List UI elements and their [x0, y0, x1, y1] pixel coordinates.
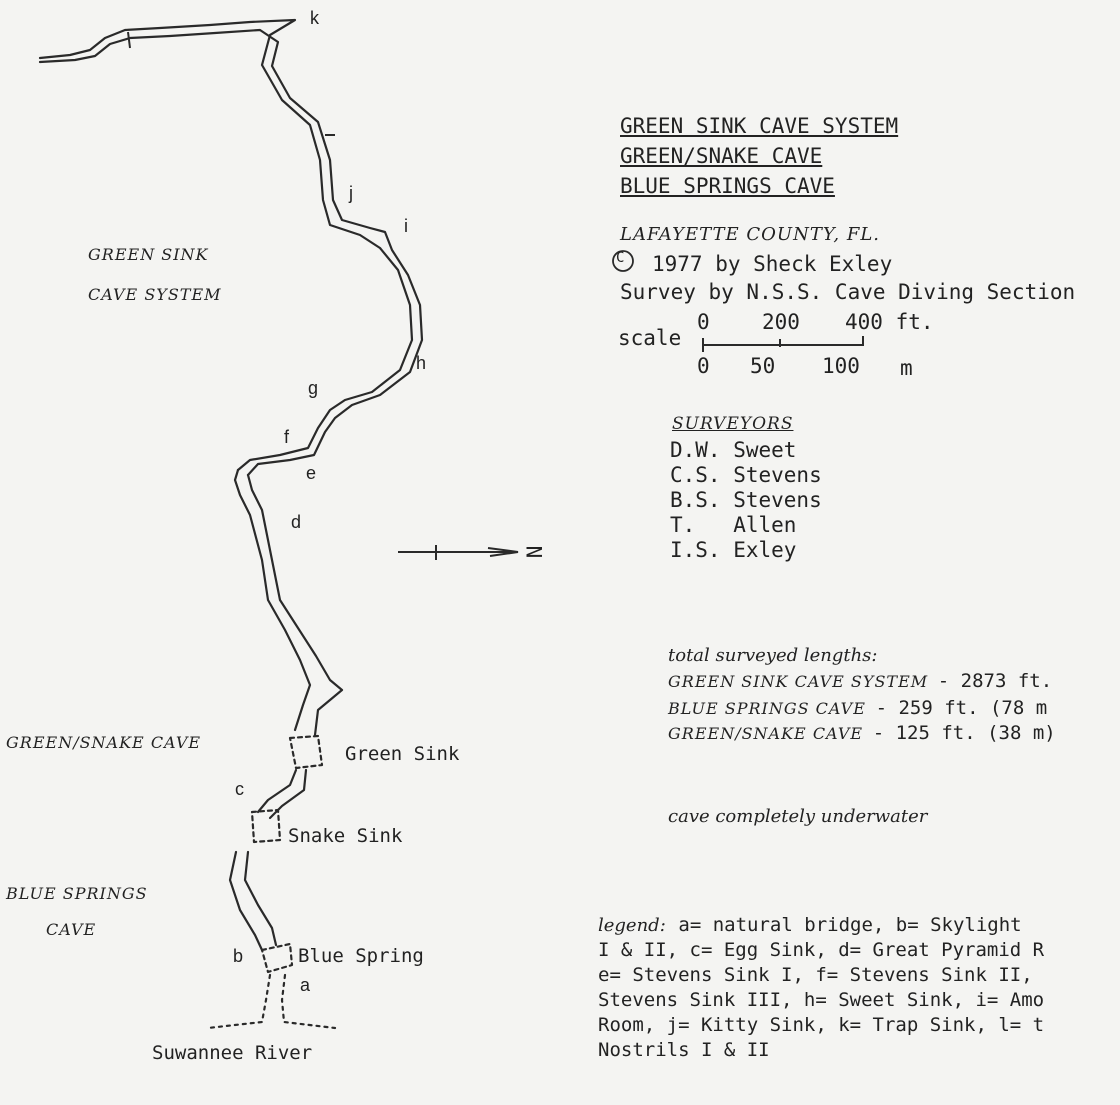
station-d: d: [291, 512, 302, 532]
title-line-2: GREEN/SNAKE CAVE: [620, 144, 823, 168]
passage-blue-springs-east: [245, 852, 276, 945]
surveyors-heading: SURVEYORS: [672, 414, 794, 434]
legend-line: Nostrils I & II: [598, 1039, 770, 1061]
totals-row: [668, 670, 1052, 692]
totals-row-name: GREEN SINK CAVE SYSTEM: [668, 672, 929, 691]
scale-label: scale: [618, 326, 682, 350]
totals-row-name: BLUE SPRINGS CAVE: [668, 699, 866, 718]
station-g: g: [308, 378, 319, 398]
station-e: e: [306, 463, 317, 483]
copyright-symbol: C: [616, 250, 625, 266]
legend-line: a= natural bridge, b= Skylight: [678, 914, 1022, 936]
tick-l: [128, 32, 130, 48]
place-label-blue-spring: Blue Spring: [298, 945, 424, 967]
totals-heading: total surveyed lengths:: [668, 645, 878, 666]
scale-m-tick: 100: [822, 354, 860, 378]
blue-spring-basin: [262, 944, 292, 972]
totals-row: [668, 722, 1056, 744]
surveyor-name: C.S. Stevens: [670, 463, 822, 487]
survey-credit: Survey by N.S.S. Cave Diving Section: [620, 280, 1076, 304]
totals-row-value: - 259 ft. (78 m: [875, 697, 1048, 719]
station-f: f: [284, 427, 290, 447]
scale-ft-tick: 400 ft.: [845, 310, 934, 334]
snake-sink-basin: [252, 810, 280, 842]
station-i: i: [404, 216, 408, 236]
surveyors-list: [670, 438, 822, 563]
passage-middle-west-wall: [235, 470, 310, 730]
north-arrow-icon: [398, 545, 518, 560]
legend-heading: legend:: [598, 915, 666, 936]
region-label-blue-springs-cave: BLUE SPRINGS: [6, 884, 148, 903]
scale-ft-tick: 200: [762, 310, 800, 334]
place-label-green-sink: Green Sink: [345, 743, 460, 765]
legend-line: I & II, c= Egg Sink, d= Great Pyramid R: [598, 939, 1045, 961]
surveyor-name: T. Allen: [670, 513, 797, 537]
legend-line: Stevens Sink III, h= Sweet Sink, i= Amo: [598, 989, 1045, 1011]
title-line-3: BLUE SPRINGS CAVE: [620, 174, 835, 198]
scale-bar: [703, 336, 863, 352]
station-j: j: [349, 183, 353, 203]
copyright-line: 1977 by Sheck Exley: [652, 252, 893, 276]
surveyor-name: B.S. Stevens: [670, 488, 822, 512]
passage-green-snake-west: [258, 770, 296, 812]
place-label-suwannee-river: Suwannee River: [152, 1042, 313, 1064]
run-west: [208, 975, 270, 1028]
station-a: a: [300, 975, 311, 995]
legend-line: e= Stevens Sink I, f= Stevens Sink II,: [598, 964, 1033, 986]
legend-line: Room, j= Kitty Sink, k= Trap Sink, l= t: [598, 1014, 1045, 1036]
station-c: c: [235, 779, 244, 799]
underwater-note: cave completely underwater: [668, 806, 928, 827]
station-k: k: [310, 8, 319, 28]
totals-row-value: - 2873 ft.: [937, 670, 1053, 692]
region-label-green-sink-system: CAVE SYSTEM: [88, 285, 222, 304]
scale-ft-tick: 0: [697, 310, 710, 334]
title-line-1: GREEN SINK CAVE SYSTEM: [620, 114, 899, 138]
totals-row-value: - 125 ft. (38 m): [872, 722, 1056, 744]
station-h: h: [416, 353, 427, 373]
totals-row: [668, 697, 1047, 719]
station-b: b: [233, 946, 244, 966]
surveyor-name: D.W. Sweet: [670, 438, 797, 462]
legend-block: [598, 912, 1044, 1063]
scale-m-tick: m: [900, 356, 913, 380]
region-label-green-snake-cave: GREEN/SNAKE CAVE: [6, 733, 202, 752]
region-label-blue-springs-cave: CAVE: [46, 920, 97, 939]
totals-row-name: GREEN/SNAKE CAVE: [668, 724, 864, 743]
county-label: LAFAYETTE COUNTY, FL.: [620, 224, 881, 245]
scale-m-tick: 50: [750, 354, 776, 378]
region-label-green-sink-system: GREEN SINK: [88, 245, 209, 264]
green-sink-basin: [290, 736, 322, 768]
surveyor-name: I.S. Exley: [670, 538, 797, 562]
scale-m-tick: 0: [697, 354, 710, 378]
north-arrow-label: N: [521, 545, 546, 559]
place-label-snake-sink: Snake Sink: [288, 825, 403, 847]
